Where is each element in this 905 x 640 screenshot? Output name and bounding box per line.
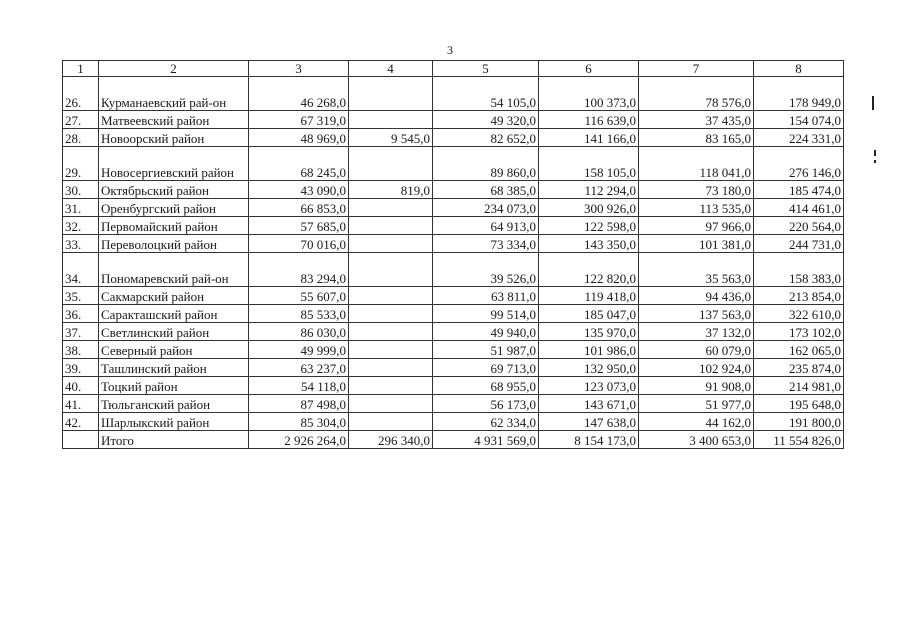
table-row (63, 235, 844, 253)
value-cell: 300 926,0 (539, 199, 639, 217)
value-cell: 158 383,0 (754, 253, 844, 287)
table-row (63, 341, 844, 359)
row-index: 33. (63, 235, 99, 253)
value-cell: 85 533,0 (249, 305, 349, 323)
district-name: Октябрьский район (99, 181, 249, 199)
table-row (63, 287, 844, 305)
value-cell (349, 253, 433, 287)
value-cell: 235 874,0 (754, 359, 844, 377)
table-row (63, 147, 844, 181)
value-cell: 97 966,0 (639, 217, 754, 235)
value-cell: 37 132,0 (639, 323, 754, 341)
value-cell: 73 334,0 (433, 235, 539, 253)
table-row (63, 323, 844, 341)
scan-artifact (874, 150, 876, 156)
row-index: 31. (63, 199, 99, 217)
row-index: 34. (63, 253, 99, 287)
value-cell: 220 564,0 (754, 217, 844, 235)
row-index: 36. (63, 305, 99, 323)
value-cell: 102 924,0 (639, 359, 754, 377)
district-name: Матвеевский район (99, 111, 249, 129)
row-index: 40. (63, 377, 99, 395)
value-cell: 132 950,0 (539, 359, 639, 377)
table-row (63, 395, 844, 413)
value-cell: 63 237,0 (249, 359, 349, 377)
value-cell: 819,0 (349, 181, 433, 199)
district-name: Светлинский район (99, 323, 249, 341)
column-header: 6 (539, 61, 639, 77)
district-name: Переволоцкий район (99, 235, 249, 253)
budget-table (62, 60, 844, 449)
table-row (63, 129, 844, 147)
value-cell (349, 111, 433, 129)
value-cell: 322 610,0 (754, 305, 844, 323)
value-cell: 213 854,0 (754, 287, 844, 305)
value-cell: 162 065,0 (754, 341, 844, 359)
total-cell: 2 926 264,0 (249, 431, 349, 449)
value-cell: 87 498,0 (249, 395, 349, 413)
value-cell (349, 413, 433, 431)
district-name: Шарлыкский район (99, 413, 249, 431)
value-cell (349, 377, 433, 395)
value-cell: 178 949,0 (754, 77, 844, 111)
value-cell: 91 908,0 (639, 377, 754, 395)
value-cell: 64 913,0 (433, 217, 539, 235)
value-cell: 83 294,0 (249, 253, 349, 287)
value-cell: 51 977,0 (639, 395, 754, 413)
value-cell (349, 359, 433, 377)
value-cell: 44 162,0 (639, 413, 754, 431)
value-cell: 137 563,0 (639, 305, 754, 323)
value-cell: 66 853,0 (249, 199, 349, 217)
table-row (63, 359, 844, 377)
district-name: Курманаевский рай-он (99, 77, 249, 111)
value-cell: 67 319,0 (249, 111, 349, 129)
value-cell: 112 294,0 (539, 181, 639, 199)
table-row (63, 253, 844, 287)
district-name: Северный район (99, 341, 249, 359)
table-row (63, 305, 844, 323)
value-cell: 60 079,0 (639, 341, 754, 359)
table-row (63, 217, 844, 235)
value-cell: 69 713,0 (433, 359, 539, 377)
value-cell: 244 731,0 (754, 235, 844, 253)
district-name: Новоорский район (99, 129, 249, 147)
row-index: 42. (63, 413, 99, 431)
value-cell: 113 535,0 (639, 199, 754, 217)
value-cell: 68 385,0 (433, 181, 539, 199)
value-cell (349, 305, 433, 323)
value-cell: 100 373,0 (539, 77, 639, 111)
value-cell (349, 395, 433, 413)
district-name: Тоцкий район (99, 377, 249, 395)
column-header: 3 (249, 61, 349, 77)
row-index: 39. (63, 359, 99, 377)
column-header: 7 (639, 61, 754, 77)
value-cell: 43 090,0 (249, 181, 349, 199)
value-cell: 83 165,0 (639, 129, 754, 147)
value-cell (349, 147, 433, 181)
scan-artifact (874, 160, 876, 163)
value-cell: 86 030,0 (249, 323, 349, 341)
district-name: Оренбургский район (99, 199, 249, 217)
district-name: Тюльганский район (99, 395, 249, 413)
row-index: 38. (63, 341, 99, 359)
table-row (63, 377, 844, 395)
column-header: 4 (349, 61, 433, 77)
value-cell: 73 180,0 (639, 181, 754, 199)
value-cell: 85 304,0 (249, 413, 349, 431)
total-cell: 3 400 653,0 (639, 431, 754, 449)
value-cell: 94 436,0 (639, 287, 754, 305)
total-row (63, 431, 844, 449)
value-cell: 276 146,0 (754, 147, 844, 181)
value-cell: 68 245,0 (249, 147, 349, 181)
value-cell: 48 969,0 (249, 129, 349, 147)
scan-artifact (872, 96, 874, 110)
district-name: Пономаревский рай-он (99, 253, 249, 287)
table-row (63, 181, 844, 199)
value-cell: 185 047,0 (539, 305, 639, 323)
value-cell: 55 607,0 (249, 287, 349, 305)
column-header: 2 (99, 61, 249, 77)
district-name: Саракташский район (99, 305, 249, 323)
value-cell (349, 217, 433, 235)
table-row (63, 111, 844, 129)
row-index: 30. (63, 181, 99, 199)
table-row (63, 77, 844, 111)
value-cell (349, 323, 433, 341)
total-cell: 11 554 826,0 (754, 431, 844, 449)
value-cell: 63 811,0 (433, 287, 539, 305)
value-cell: 70 016,0 (249, 235, 349, 253)
value-cell: 78 576,0 (639, 77, 754, 111)
value-cell: 414 461,0 (754, 199, 844, 217)
row-index: 32. (63, 217, 99, 235)
table-row (63, 199, 844, 217)
value-cell: 101 986,0 (539, 341, 639, 359)
value-cell: 143 671,0 (539, 395, 639, 413)
value-cell (349, 199, 433, 217)
row-index: 35. (63, 287, 99, 305)
value-cell: 99 514,0 (433, 305, 539, 323)
table-body (63, 77, 844, 431)
value-cell: 154 074,0 (754, 111, 844, 129)
value-cell: 49 940,0 (433, 323, 539, 341)
value-cell: 119 418,0 (539, 287, 639, 305)
district-name: Новосергиевский район (99, 147, 249, 181)
row-index: 26. (63, 77, 99, 111)
value-cell: 9 545,0 (349, 129, 433, 147)
value-cell (349, 77, 433, 111)
value-cell: 224 331,0 (754, 129, 844, 147)
district-name: Сакмарский район (99, 287, 249, 305)
column-header: 8 (754, 61, 844, 77)
value-cell: 214 981,0 (754, 377, 844, 395)
value-cell: 122 598,0 (539, 217, 639, 235)
value-cell: 234 073,0 (433, 199, 539, 217)
value-cell: 35 563,0 (639, 253, 754, 287)
value-cell: 141 166,0 (539, 129, 639, 147)
value-cell: 56 173,0 (433, 395, 539, 413)
value-cell: 135 970,0 (539, 323, 639, 341)
row-index: 28. (63, 129, 99, 147)
value-cell: 62 334,0 (433, 413, 539, 431)
value-cell: 82 652,0 (433, 129, 539, 147)
column-header: 5 (433, 61, 539, 77)
value-cell: 101 381,0 (639, 235, 754, 253)
value-cell: 191 800,0 (754, 413, 844, 431)
value-cell: 54 105,0 (433, 77, 539, 111)
total-label: Итого (99, 431, 249, 449)
value-cell: 185 474,0 (754, 181, 844, 199)
total-cell: 4 931 569,0 (433, 431, 539, 449)
value-cell: 143 350,0 (539, 235, 639, 253)
table-header-row (63, 61, 844, 77)
value-cell (349, 341, 433, 359)
value-cell (349, 235, 433, 253)
value-cell: 122 820,0 (539, 253, 639, 287)
value-cell: 147 638,0 (539, 413, 639, 431)
value-cell: 51 987,0 (433, 341, 539, 359)
column-header: 1 (63, 61, 99, 77)
value-cell: 37 435,0 (639, 111, 754, 129)
value-cell: 116 639,0 (539, 111, 639, 129)
total-index-cell (63, 431, 99, 449)
value-cell: 173 102,0 (754, 323, 844, 341)
value-cell: 57 685,0 (249, 217, 349, 235)
value-cell: 158 105,0 (539, 147, 639, 181)
value-cell: 68 955,0 (433, 377, 539, 395)
value-cell: 49 999,0 (249, 341, 349, 359)
value-cell: 54 118,0 (249, 377, 349, 395)
value-cell: 123 073,0 (539, 377, 639, 395)
row-index: 29. (63, 147, 99, 181)
table-row (63, 413, 844, 431)
value-cell: 39 526,0 (433, 253, 539, 287)
district-name: Ташлинский район (99, 359, 249, 377)
row-index: 41. (63, 395, 99, 413)
page-number: 3 (447, 43, 453, 57)
row-index: 37. (63, 323, 99, 341)
value-cell: 49 320,0 (433, 111, 539, 129)
total-cell: 8 154 173,0 (539, 431, 639, 449)
total-cell: 296 340,0 (349, 431, 433, 449)
value-cell: 195 648,0 (754, 395, 844, 413)
row-index: 27. (63, 111, 99, 129)
value-cell (349, 287, 433, 305)
value-cell: 118 041,0 (639, 147, 754, 181)
value-cell: 89 860,0 (433, 147, 539, 181)
value-cell: 46 268,0 (249, 77, 349, 111)
district-name: Первомайский район (99, 217, 249, 235)
